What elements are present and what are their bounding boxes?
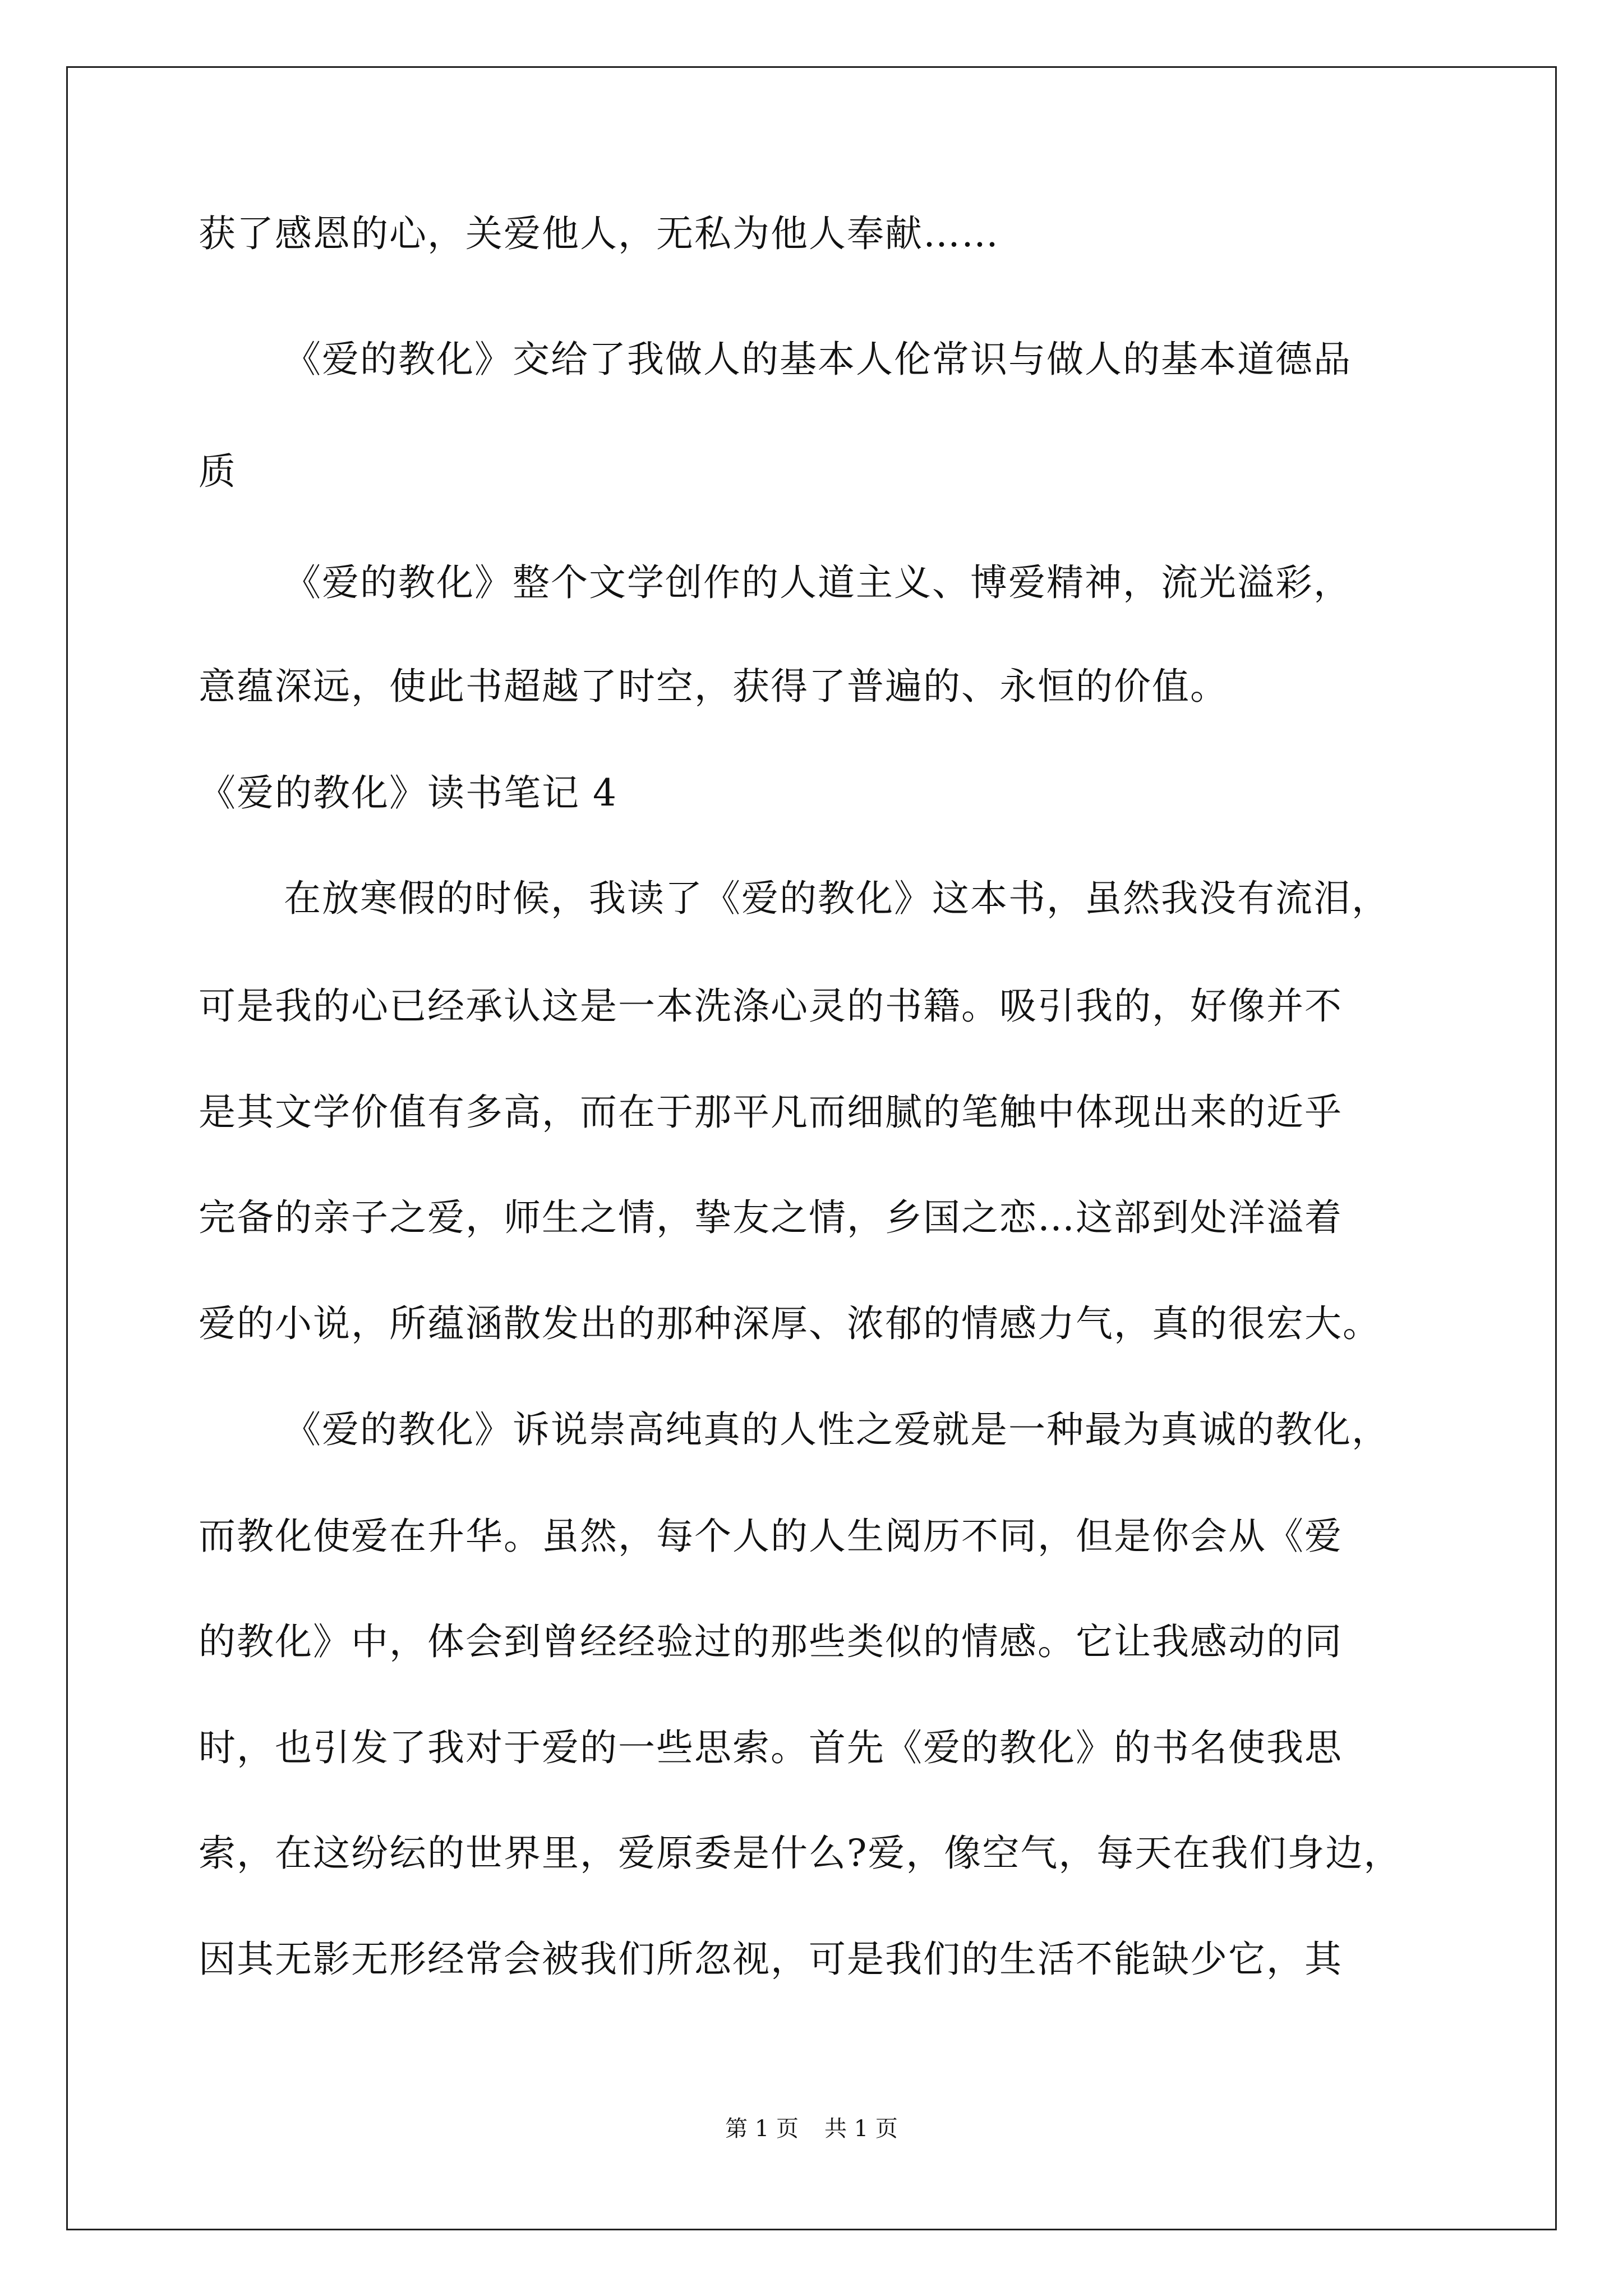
text-line: 时，也引发了我对于爱的一些思索。首先《爱的教化》的书名使我思 [199, 1726, 1343, 1769]
text-line: 质 [199, 450, 237, 493]
text-line: 爱的小说，所蕴涵散发出的那种深厚、浓郁的情感力气，真的很宏大。 [199, 1302, 1381, 1345]
text-line: 的教化》中，体会到曾经经验过的那些类似的情感。它让我感动的同 [199, 1620, 1343, 1663]
text-line: 索，在这纷纭的世界里，爱原委是什么?爱，像空气，每天在我们身边， [199, 1832, 1402, 1875]
text-line: 意蕴深远，使此书超越了时空，获得了普遍的、永恒的价值。 [199, 665, 1228, 708]
text-line: 完备的亲子之爱，师生之情，挚友之情，乡国之恋…这部到处洋溢着 [199, 1196, 1343, 1239]
page-border [66, 66, 1557, 2230]
text-line: 获了感恩的心，关爱他人，无私为他人奉献…… [199, 212, 999, 255]
paragraph-first-line: 在放寒假的时候，我读了《爱的教化》这本书，虽然我没有流泪， [284, 877, 1390, 920]
text-line: 因其无影无形经常会被我们所忽视，可是我们的生活不能缺少它，其 [199, 1938, 1343, 1981]
text-line: 可是我的心已经承认这是一本洗涤心灵的书籍。吸引我的，好像并不 [199, 984, 1343, 1028]
page-number-current: 第 1 页 [725, 2116, 799, 2142]
paragraph-first-line: 《爱的教化》交给了我做人的基本人伦常识与做人的基本道德品 [284, 338, 1352, 381]
page-number-total: 共 1 页 [824, 2116, 898, 2142]
paragraph-first-line: 《爱的教化》整个文学创作的人道主义、博爱精神，流光溢彩， [284, 561, 1352, 604]
text-line: 而教化使爱在升华。虽然，每个人的人生阅历不同，但是你会从《爱 [199, 1515, 1343, 1558]
page-footer [0, 2115, 1623, 2143]
section-heading: 《爱的教化》读书笔记 4 [199, 771, 617, 815]
paragraph-first-line: 《爱的教化》诉说崇高纯真的人性之爱就是一种最为真诚的教化， [284, 1408, 1390, 1451]
text-line: 是其文学价值有多高，而在于那平凡而细腻的笔触中体现出来的近乎 [199, 1091, 1343, 1134]
